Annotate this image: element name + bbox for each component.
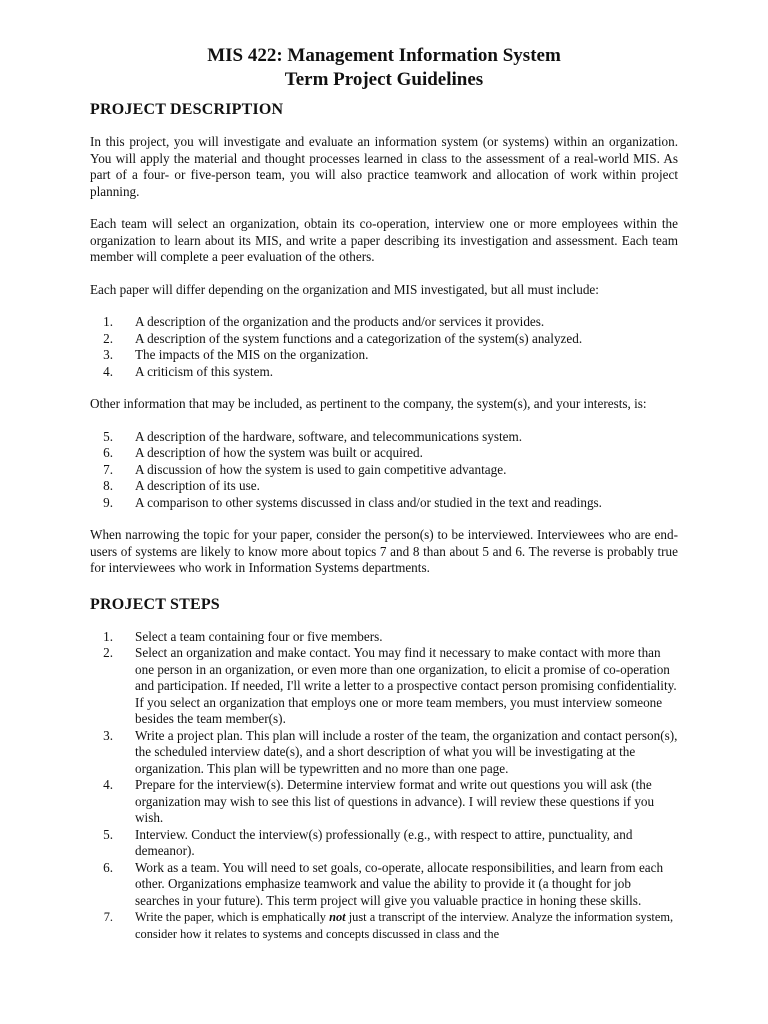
- paragraph: In this project, you will investigate and evaluate an information system (or systems) within an organization. You will apply the material and thought processes learned in class to the assessment of a real-world MIS. As part of a four- or five-person team, you will also practice teamwork and allocation of work within project planning.: [90, 134, 678, 199]
- list-item: 2. Select an organization and make contact. You may find it necessary to make contact with more than one person in an organization, or even more than one organization, to elicit a promise of co-operation and participation. If needed, I'll write a letter to a prospective contact person promising confidentiality. If you select an organization that employs one or more team members, you must interview someone besides the team member(s).: [103, 645, 677, 726]
- list-item: 4. Prepare for the interview(s). Determine interview format and write out questions you will ask (the organization may wish to see this list of questions in advance). I will review these questions if you wish.: [103, 777, 655, 825]
- paragraph: Other information that may be included, as pertinent to the company, the system(s), and your interests, is:: [90, 396, 647, 411]
- document-subtitle: Term Project Guidelines: [284, 69, 484, 90]
- list-item: 3. Write a project plan. This plan will include a roster of the team, the organization and contact person(s), the scheduled interview date(s), and a short description of what you will be investigating at the organization. This plan will be typewritten and no more than one page.: [103, 727, 678, 776]
- document-page: [90, 44, 678, 943]
- list-item: 7. Write the paper, which is emphatically not just a transcript of the interview. Analyze the information system, consider how it relates to systems and concepts discussed in class and the: [103, 910, 674, 941]
- paragraph: When narrowing the topic for your paper, consider the person(s) to be interviewed. Interviewees who are end-users of systems are likely to know more about topics 7 and 8 than about 5 and 6. The reverse is probably true for interviewees who work in Information Systems departments.: [90, 527, 678, 575]
- paragraph: Each team will select an organization, obtain its co-operation, interview one or more employees within the organization to learn about its MIS, and write a paper describing its investigation and assessment. Each team member will complete a peer evaluation of the others.: [90, 216, 678, 264]
- emphasis-text: not: [329, 910, 346, 924]
- list-item: 4. A criticism of this system.: [103, 363, 274, 379]
- document-title: MIS 422: Management Information System: [207, 45, 561, 66]
- list-item: 1. A description of the organization and the products and/or services it provides.: [103, 314, 545, 329]
- list-item: 7. A discussion of how the system is used to gain competitive advantage.: [103, 461, 507, 477]
- paragraph: Each paper will differ depending on the organization and MIS investigated, but all must include:: [90, 281, 599, 297]
- required-items-list: [90, 314, 678, 380]
- steps-list: [90, 629, 678, 944]
- list-item: 9. A comparison to other systems discussed in class and/or studied in the text and readings.: [103, 494, 602, 510]
- list-item: 1. Select a team containing four or five members.: [103, 628, 383, 644]
- list-item: 5. Interview. Conduct the interview(s) professionally (e.g., with respect to attire, punctuality, and demeanor).: [103, 826, 633, 858]
- list-item: 3. The impacts of the MIS on the organization.: [103, 347, 369, 362]
- list-item: 2. A description of the system functions and a categorization of the system(s) analyzed.: [103, 330, 583, 346]
- list-item: 5. A description of the hardware, software, and telecommunications system.: [103, 428, 523, 444]
- section-heading-steps: PROJECT STEPS: [90, 595, 220, 613]
- list-item: 6. A description of how the system was built or acquired.: [103, 445, 423, 460]
- list-item: 8. A description of its use.: [103, 478, 260, 493]
- optional-items-list: [90, 429, 678, 512]
- list-item: 6. Work as a team. You will need to set goals, co-operate, allocate responsibilities, and learn from each other. Organizations emphasize teamwork and value the ability to provide it (a thought for job searches in your future). This term project will give you valuable practice in honing these skills.: [103, 859, 664, 908]
- section-heading-description: PROJECT DESCRIPTION: [90, 101, 284, 118]
